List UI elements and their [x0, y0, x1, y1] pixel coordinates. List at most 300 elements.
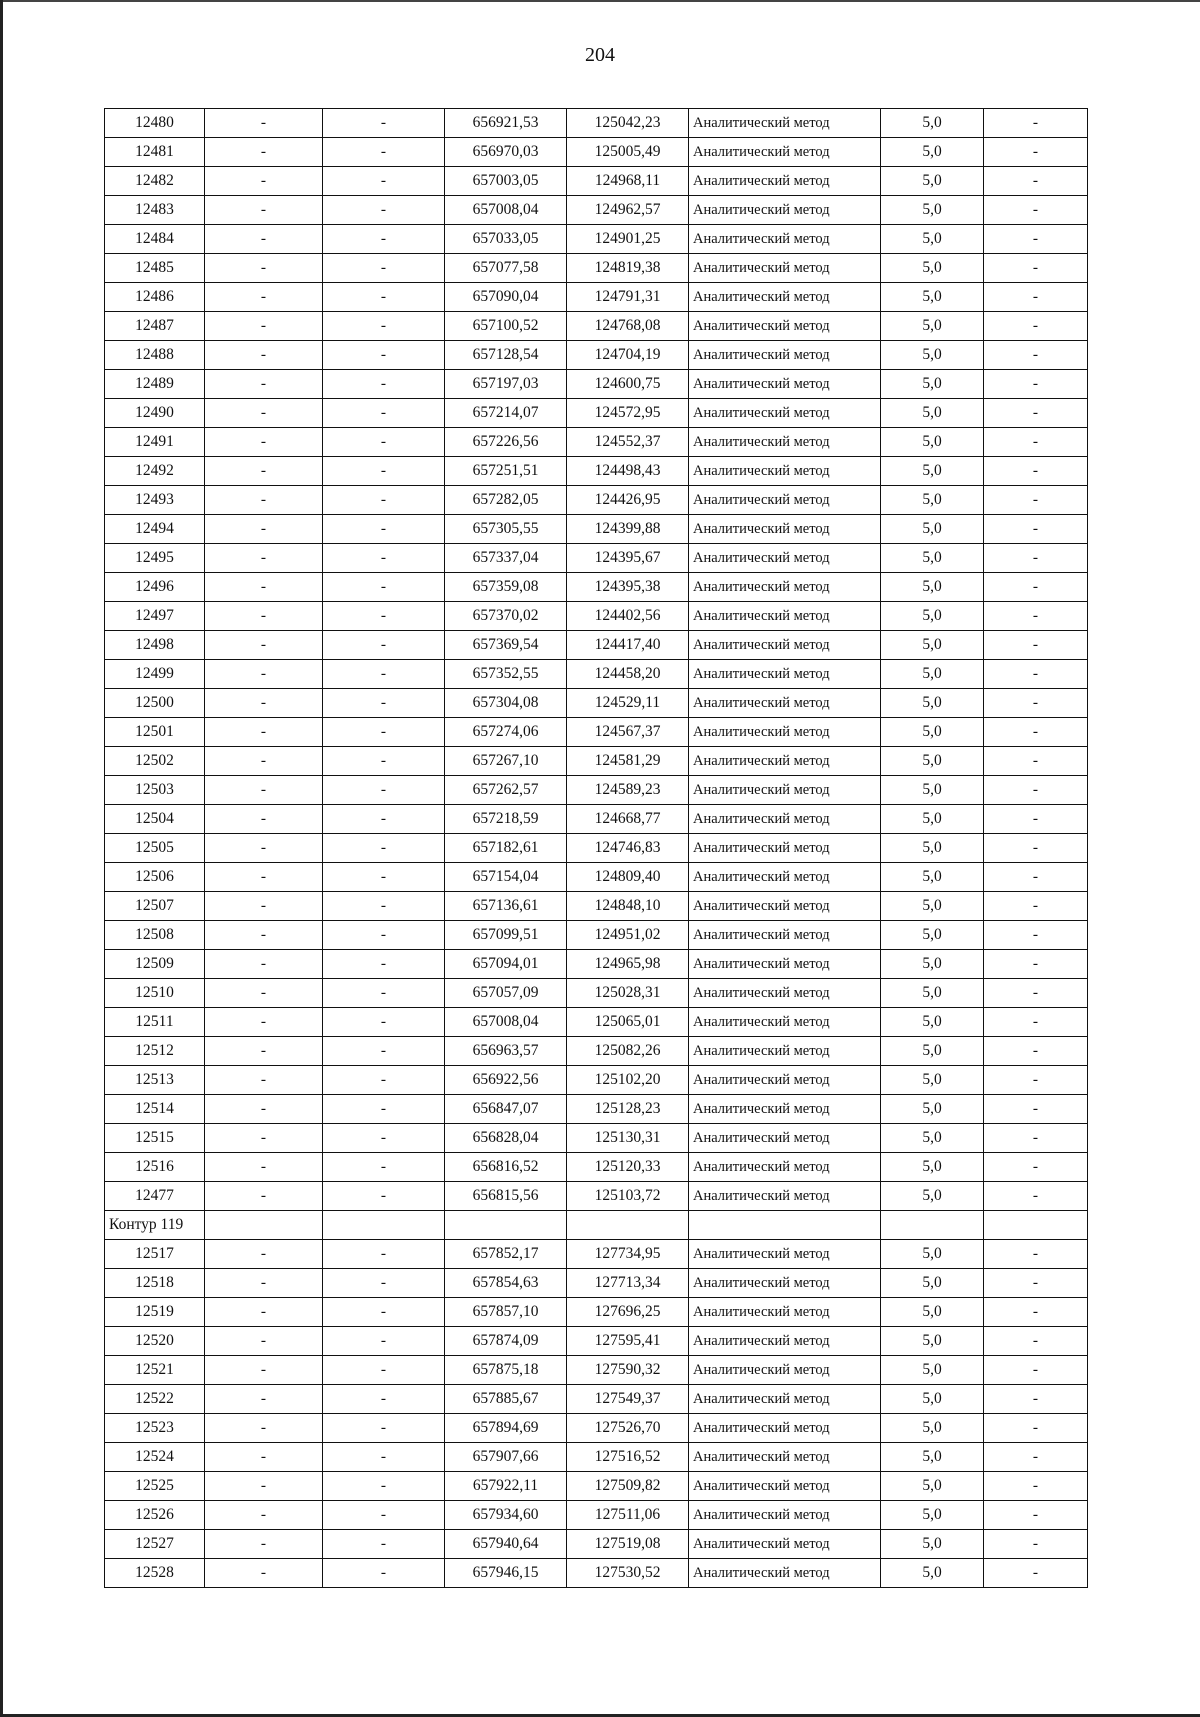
point-id-cell: 12515 [105, 1124, 205, 1153]
method-cell: Аналитический метод [689, 602, 881, 631]
point-id-cell: 12477 [105, 1182, 205, 1211]
dash-cell: - [205, 718, 323, 747]
point-id-cell: 12491 [105, 428, 205, 457]
accuracy-cell: 5,0 [881, 1269, 984, 1298]
accuracy-cell: 5,0 [881, 1240, 984, 1269]
point-id-cell: 12512 [105, 1037, 205, 1066]
note-cell: - [984, 544, 1088, 573]
table-row [105, 138, 1088, 167]
y-coordinate-cell: 124426,95 [567, 486, 689, 515]
x-coordinate-cell: 657282,05 [445, 486, 567, 515]
table-row [105, 109, 1088, 138]
y-coordinate-cell: 124968,11 [567, 167, 689, 196]
dash-cell: - [323, 312, 445, 341]
dash-cell: - [205, 979, 323, 1008]
accuracy-cell: 5,0 [881, 573, 984, 602]
note-cell: - [984, 660, 1088, 689]
method-cell: Аналитический метод [689, 457, 881, 486]
y-coordinate-cell: 125028,31 [567, 979, 689, 1008]
x-coordinate-cell: 657262,57 [445, 776, 567, 805]
y-coordinate-cell: 124581,29 [567, 747, 689, 776]
dash-cell: - [205, 1008, 323, 1037]
x-coordinate-cell: 657940,64 [445, 1530, 567, 1559]
x-coordinate-cell: 657875,18 [445, 1356, 567, 1385]
point-id-cell: 12513 [105, 1066, 205, 1095]
table-row [105, 1008, 1088, 1037]
note-cell: - [984, 1443, 1088, 1472]
method-cell: Аналитический метод [689, 689, 881, 718]
table-row [105, 457, 1088, 486]
method-cell: Аналитический метод [689, 863, 881, 892]
dash-cell: - [323, 1153, 445, 1182]
accuracy-cell: 5,0 [881, 109, 984, 138]
method-cell: Аналитический метод [689, 1124, 881, 1153]
point-id-cell: 12480 [105, 109, 205, 138]
point-id-cell: 12517 [105, 1240, 205, 1269]
table-row [105, 950, 1088, 979]
accuracy-cell: 5,0 [881, 892, 984, 921]
y-coordinate-cell: 124965,98 [567, 950, 689, 979]
method-cell: Аналитический метод [689, 631, 881, 660]
dash-cell: - [205, 834, 323, 863]
point-id-cell: 12524 [105, 1443, 205, 1472]
note-cell: - [984, 196, 1088, 225]
point-id-cell: 12501 [105, 718, 205, 747]
dash-cell: - [323, 1356, 445, 1385]
table-row [105, 979, 1088, 1008]
dash-cell: - [323, 515, 445, 544]
accuracy-cell: 5,0 [881, 1356, 984, 1385]
note-cell: - [984, 1269, 1088, 1298]
method-cell: Аналитический метод [689, 573, 881, 602]
x-coordinate-cell: 657099,51 [445, 921, 567, 950]
accuracy-cell: 5,0 [881, 1066, 984, 1095]
y-coordinate-cell: 124901,25 [567, 225, 689, 254]
y-coordinate-cell: 127590,32 [567, 1356, 689, 1385]
y-coordinate-cell: 124600,75 [567, 370, 689, 399]
method-cell: Аналитический метод [689, 1298, 881, 1327]
dash-cell: - [323, 689, 445, 718]
empty-cell [323, 1211, 445, 1240]
dash-cell: - [323, 718, 445, 747]
y-coordinate-cell: 124417,40 [567, 631, 689, 660]
table-row [105, 1269, 1088, 1298]
note-cell: - [984, 631, 1088, 660]
accuracy-cell: 5,0 [881, 1037, 984, 1066]
accuracy-cell: 5,0 [881, 428, 984, 457]
table-row [105, 834, 1088, 863]
method-cell: Аналитический метод [689, 283, 881, 312]
dash-cell: - [323, 428, 445, 457]
dash-cell: - [205, 1153, 323, 1182]
empty-cell [984, 1211, 1088, 1240]
dash-cell: - [323, 631, 445, 660]
x-coordinate-cell: 657218,59 [445, 805, 567, 834]
y-coordinate-cell: 124951,02 [567, 921, 689, 950]
accuracy-cell: 5,0 [881, 1530, 984, 1559]
note-cell: - [984, 225, 1088, 254]
dash-cell: - [205, 631, 323, 660]
dash-cell: - [323, 1385, 445, 1414]
note-cell: - [984, 1298, 1088, 1327]
point-id-cell: 12523 [105, 1414, 205, 1443]
dash-cell: - [323, 602, 445, 631]
note-cell: - [984, 312, 1088, 341]
dash-cell: - [323, 1472, 445, 1501]
dash-cell: - [323, 138, 445, 167]
dash-cell: - [323, 1095, 445, 1124]
empty-cell [445, 1211, 567, 1240]
table-row [105, 631, 1088, 660]
method-cell: Аналитический метод [689, 1095, 881, 1124]
method-cell: Аналитический метод [689, 1530, 881, 1559]
y-coordinate-cell: 124589,23 [567, 776, 689, 805]
note-cell: - [984, 1356, 1088, 1385]
dash-cell: - [205, 1095, 323, 1124]
dash-cell: - [205, 1530, 323, 1559]
y-coordinate-cell: 124458,20 [567, 660, 689, 689]
accuracy-cell: 5,0 [881, 341, 984, 370]
note-cell: - [984, 1472, 1088, 1501]
empty-cell [689, 1211, 881, 1240]
dash-cell: - [205, 1501, 323, 1530]
page-number: 204 [585, 44, 615, 66]
y-coordinate-cell: 125082,26 [567, 1037, 689, 1066]
x-coordinate-cell: 657352,55 [445, 660, 567, 689]
y-coordinate-cell: 127549,37 [567, 1385, 689, 1414]
y-coordinate-cell: 127734,95 [567, 1240, 689, 1269]
dash-cell: - [205, 689, 323, 718]
note-cell: - [984, 109, 1088, 138]
dash-cell: - [323, 921, 445, 950]
note-cell: - [984, 805, 1088, 834]
point-id-cell: 12502 [105, 747, 205, 776]
note-cell: - [984, 515, 1088, 544]
x-coordinate-cell: 657090,04 [445, 283, 567, 312]
accuracy-cell: 5,0 [881, 1385, 984, 1414]
method-cell: Аналитический метод [689, 1153, 881, 1182]
x-coordinate-cell: 657267,10 [445, 747, 567, 776]
dash-cell: - [323, 979, 445, 1008]
note-cell: - [984, 254, 1088, 283]
point-id-cell: 12509 [105, 950, 205, 979]
method-cell: Аналитический метод [689, 109, 881, 138]
dash-cell: - [205, 950, 323, 979]
note-cell: - [984, 921, 1088, 950]
x-coordinate-cell: 656828,04 [445, 1124, 567, 1153]
method-cell: Аналитический метод [689, 428, 881, 457]
table-row [105, 1037, 1088, 1066]
dash-cell: - [323, 1182, 445, 1211]
point-id-cell: 12505 [105, 834, 205, 863]
y-coordinate-cell: 124668,77 [567, 805, 689, 834]
table-row [105, 1095, 1088, 1124]
point-id-cell: 12514 [105, 1095, 205, 1124]
note-cell: - [984, 1124, 1088, 1153]
accuracy-cell: 5,0 [881, 312, 984, 341]
method-cell: Аналитический метод [689, 1066, 881, 1095]
dash-cell: - [323, 1530, 445, 1559]
x-coordinate-cell: 657226,56 [445, 428, 567, 457]
x-coordinate-cell: 656847,07 [445, 1095, 567, 1124]
dash-cell: - [205, 109, 323, 138]
method-cell: Аналитический метод [689, 1472, 881, 1501]
note-cell: - [984, 718, 1088, 747]
method-cell: Аналитический метод [689, 660, 881, 689]
x-coordinate-cell: 657214,07 [445, 399, 567, 428]
note-cell: - [984, 370, 1088, 399]
method-cell: Аналитический метод [689, 399, 881, 428]
y-coordinate-cell: 125042,23 [567, 109, 689, 138]
dash-cell: - [205, 1327, 323, 1356]
table-row [105, 1530, 1088, 1559]
note-cell: - [984, 399, 1088, 428]
table-row [105, 1298, 1088, 1327]
y-coordinate-cell: 127509,82 [567, 1472, 689, 1501]
note-cell: - [984, 283, 1088, 312]
note-cell: - [984, 863, 1088, 892]
method-cell: Аналитический метод [689, 1356, 881, 1385]
dash-cell: - [205, 1472, 323, 1501]
table-row [105, 544, 1088, 573]
y-coordinate-cell: 127595,41 [567, 1327, 689, 1356]
accuracy-cell: 5,0 [881, 1008, 984, 1037]
dash-cell: - [323, 109, 445, 138]
point-id-cell: 12504 [105, 805, 205, 834]
x-coordinate-cell: 656922,56 [445, 1066, 567, 1095]
point-id-cell: 12483 [105, 196, 205, 225]
accuracy-cell: 5,0 [881, 1327, 984, 1356]
point-id-cell: 12481 [105, 138, 205, 167]
note-cell: - [984, 138, 1088, 167]
y-coordinate-cell: 124399,88 [567, 515, 689, 544]
x-coordinate-cell: 657874,09 [445, 1327, 567, 1356]
accuracy-cell: 5,0 [881, 979, 984, 1008]
y-coordinate-cell: 124395,38 [567, 573, 689, 602]
y-coordinate-cell: 124848,10 [567, 892, 689, 921]
method-cell: Аналитический метод [689, 254, 881, 283]
table-row [105, 167, 1088, 196]
note-cell: - [984, 1414, 1088, 1443]
table-row [105, 660, 1088, 689]
accuracy-cell: 5,0 [881, 950, 984, 979]
dash-cell: - [205, 863, 323, 892]
method-cell: Аналитический метод [689, 1414, 881, 1443]
dash-cell: - [205, 486, 323, 515]
dash-cell: - [205, 747, 323, 776]
note-cell: - [984, 602, 1088, 631]
y-coordinate-cell: 124704,19 [567, 341, 689, 370]
accuracy-cell: 5,0 [881, 457, 984, 486]
note-cell: - [984, 950, 1088, 979]
dash-cell: - [323, 1559, 445, 1588]
point-id-cell: 12500 [105, 689, 205, 718]
table-row [105, 1443, 1088, 1472]
y-coordinate-cell: 124498,43 [567, 457, 689, 486]
dash-cell: - [205, 1356, 323, 1385]
point-id-cell: 12511 [105, 1008, 205, 1037]
dash-cell: - [323, 776, 445, 805]
dash-cell: - [205, 515, 323, 544]
note-cell: - [984, 1095, 1088, 1124]
dash-cell: - [323, 834, 445, 863]
point-id-cell: 12494 [105, 515, 205, 544]
dash-cell: - [323, 341, 445, 370]
table-body [105, 109, 1088, 1588]
y-coordinate-cell: 124746,83 [567, 834, 689, 863]
note-cell: - [984, 747, 1088, 776]
x-coordinate-cell: 657852,17 [445, 1240, 567, 1269]
y-coordinate-cell: 127519,08 [567, 1530, 689, 1559]
point-id-cell: 12492 [105, 457, 205, 486]
dash-cell: - [323, 573, 445, 602]
y-coordinate-cell: 124529,11 [567, 689, 689, 718]
y-coordinate-cell: 125005,49 [567, 138, 689, 167]
note-cell: - [984, 834, 1088, 863]
accuracy-cell: 5,0 [881, 370, 984, 399]
table-row [105, 1472, 1088, 1501]
table-row [105, 341, 1088, 370]
dash-cell: - [205, 1269, 323, 1298]
accuracy-cell: 5,0 [881, 1182, 984, 1211]
y-coordinate-cell: 124768,08 [567, 312, 689, 341]
note-cell: - [984, 1066, 1088, 1095]
x-coordinate-cell: 657077,58 [445, 254, 567, 283]
dash-cell: - [323, 1298, 445, 1327]
accuracy-cell: 5,0 [881, 515, 984, 544]
method-cell: Аналитический метод [689, 747, 881, 776]
accuracy-cell: 5,0 [881, 776, 984, 805]
x-coordinate-cell: 657304,08 [445, 689, 567, 718]
point-id-cell: 12518 [105, 1269, 205, 1298]
dash-cell: - [205, 1240, 323, 1269]
table-row [105, 718, 1088, 747]
method-cell: Аналитический метод [689, 1385, 881, 1414]
method-cell: Аналитический метод [689, 1327, 881, 1356]
note-cell: - [984, 341, 1088, 370]
dash-cell: - [205, 1066, 323, 1095]
dash-cell: - [205, 167, 323, 196]
method-cell: Аналитический метод [689, 1559, 881, 1588]
table-row [105, 225, 1088, 254]
dash-cell: - [323, 1037, 445, 1066]
contour-label: Контур 119 [105, 1211, 205, 1240]
dash-cell: - [323, 196, 445, 225]
point-id-cell: 12498 [105, 631, 205, 660]
dash-cell: - [205, 1385, 323, 1414]
x-coordinate-cell: 657182,61 [445, 834, 567, 863]
x-coordinate-cell: 657907,66 [445, 1443, 567, 1472]
method-cell: Аналитический метод [689, 979, 881, 1008]
x-coordinate-cell: 657008,04 [445, 196, 567, 225]
point-id-cell: 12522 [105, 1385, 205, 1414]
x-coordinate-cell: 657885,67 [445, 1385, 567, 1414]
point-id-cell: 12521 [105, 1356, 205, 1385]
empty-cell [567, 1211, 689, 1240]
point-id-cell: 12503 [105, 776, 205, 805]
point-id-cell: 12520 [105, 1327, 205, 1356]
table-row [105, 399, 1088, 428]
x-coordinate-cell: 657946,15 [445, 1559, 567, 1588]
x-coordinate-cell: 657197,03 [445, 370, 567, 399]
table-row [105, 370, 1088, 399]
method-cell: Аналитический метод [689, 1501, 881, 1530]
dash-cell: - [323, 1269, 445, 1298]
accuracy-cell: 5,0 [881, 863, 984, 892]
point-id-cell: 12486 [105, 283, 205, 312]
point-id-cell: 12510 [105, 979, 205, 1008]
dash-cell: - [323, 747, 445, 776]
accuracy-cell: 5,0 [881, 283, 984, 312]
point-id-cell: 12508 [105, 921, 205, 950]
point-id-cell: 12525 [105, 1472, 205, 1501]
point-id-cell: 12493 [105, 486, 205, 515]
dash-cell: - [205, 1414, 323, 1443]
accuracy-cell: 5,0 [881, 544, 984, 573]
y-coordinate-cell: 125103,72 [567, 1182, 689, 1211]
dash-cell: - [205, 254, 323, 283]
point-id-cell: 12519 [105, 1298, 205, 1327]
accuracy-cell: 5,0 [881, 921, 984, 950]
note-cell: - [984, 167, 1088, 196]
dash-cell: - [205, 921, 323, 950]
point-id-cell: 12516 [105, 1153, 205, 1182]
dash-cell: - [205, 805, 323, 834]
table-row [105, 428, 1088, 457]
dash-cell: - [323, 283, 445, 312]
y-coordinate-cell: 124402,56 [567, 602, 689, 631]
y-coordinate-cell: 124567,37 [567, 718, 689, 747]
accuracy-cell: 5,0 [881, 1095, 984, 1124]
x-coordinate-cell: 657359,08 [445, 573, 567, 602]
dash-cell: - [323, 1066, 445, 1095]
method-cell: Аналитический метод [689, 950, 881, 979]
x-coordinate-cell: 657274,06 [445, 718, 567, 747]
x-coordinate-cell: 657934,60 [445, 1501, 567, 1530]
method-cell: Аналитический метод [689, 776, 881, 805]
accuracy-cell: 5,0 [881, 834, 984, 863]
x-coordinate-cell: 657305,55 [445, 515, 567, 544]
y-coordinate-cell: 124552,37 [567, 428, 689, 457]
accuracy-cell: 5,0 [881, 138, 984, 167]
x-coordinate-cell: 657922,11 [445, 1472, 567, 1501]
note-cell: - [984, 979, 1088, 1008]
note-cell: - [984, 1327, 1088, 1356]
y-coordinate-cell: 124809,40 [567, 863, 689, 892]
x-coordinate-cell: 656963,57 [445, 1037, 567, 1066]
accuracy-cell: 5,0 [881, 631, 984, 660]
method-cell: Аналитический метод [689, 892, 881, 921]
table-row [105, 805, 1088, 834]
point-id-cell: 12489 [105, 370, 205, 399]
accuracy-cell: 5,0 [881, 486, 984, 515]
note-cell: - [984, 1240, 1088, 1269]
accuracy-cell: 5,0 [881, 747, 984, 776]
x-coordinate-cell: 657128,54 [445, 341, 567, 370]
point-id-cell: 12490 [105, 399, 205, 428]
method-cell: Аналитический метод [689, 196, 881, 225]
table-row [105, 1240, 1088, 1269]
y-coordinate-cell: 125065,01 [567, 1008, 689, 1037]
table-row [105, 1501, 1088, 1530]
note-cell: - [984, 1153, 1088, 1182]
accuracy-cell: 5,0 [881, 254, 984, 283]
dash-cell: - [205, 283, 323, 312]
y-coordinate-cell: 127526,70 [567, 1414, 689, 1443]
coordinates-table [104, 108, 1088, 1588]
method-cell: Аналитический метод [689, 805, 881, 834]
method-cell: Аналитический метод [689, 370, 881, 399]
